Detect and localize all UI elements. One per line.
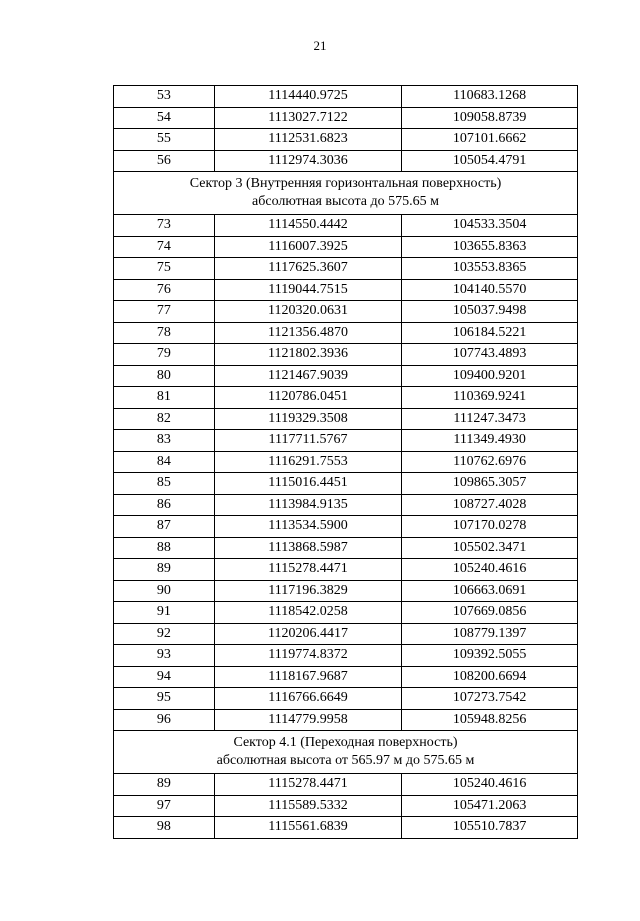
y-coordinate-cell: 106663.0691 bbox=[402, 580, 578, 602]
point-number-cell: 80 bbox=[114, 365, 215, 387]
y-coordinate-cell: 110683.1268 bbox=[402, 86, 578, 108]
page-number: 21 bbox=[313, 38, 327, 53]
y-coordinate-cell: 105054.4791 bbox=[402, 150, 578, 172]
point-number-cell: 77 bbox=[114, 301, 215, 323]
point-number-cell: 88 bbox=[114, 537, 215, 559]
x-coordinate-cell: 1112531.6823 bbox=[214, 129, 402, 151]
y-coordinate-cell: 109400.9201 bbox=[402, 365, 578, 387]
point-number-cell: 98 bbox=[114, 817, 215, 839]
y-coordinate-cell: 106184.5221 bbox=[402, 322, 578, 344]
y-coordinate-cell: 109058.8739 bbox=[402, 107, 578, 129]
table-row bbox=[114, 301, 578, 323]
x-coordinate-cell: 1117625.3607 bbox=[214, 258, 402, 280]
point-number-cell: 78 bbox=[114, 322, 215, 344]
table-row bbox=[114, 774, 578, 796]
table-row bbox=[114, 559, 578, 581]
y-coordinate-cell: 103553.8365 bbox=[402, 258, 578, 280]
x-coordinate-cell: 1115561.6839 bbox=[214, 817, 402, 839]
point-number-cell: 75 bbox=[114, 258, 215, 280]
table-row bbox=[114, 817, 578, 839]
y-coordinate-cell: 107273.7542 bbox=[402, 688, 578, 710]
point-number-cell: 97 bbox=[114, 795, 215, 817]
x-coordinate-cell: 1115016.4451 bbox=[214, 473, 402, 495]
x-coordinate-cell: 1119329.3508 bbox=[214, 408, 402, 430]
point-number-cell: 90 bbox=[114, 580, 215, 602]
x-coordinate-cell: 1112974.3036 bbox=[214, 150, 402, 172]
table-row bbox=[114, 451, 578, 473]
x-coordinate-cell: 1118542.0258 bbox=[214, 602, 402, 624]
table-row bbox=[114, 580, 578, 602]
point-number-cell: 55 bbox=[114, 129, 215, 151]
table-row bbox=[114, 623, 578, 645]
point-number-cell: 89 bbox=[114, 559, 215, 581]
x-coordinate-cell: 1121467.9039 bbox=[214, 365, 402, 387]
sector-header-cell bbox=[114, 731, 578, 774]
point-number-cell: 56 bbox=[114, 150, 215, 172]
x-coordinate-cell: 1121356.4870 bbox=[214, 322, 402, 344]
x-coordinate-cell: 1116291.7553 bbox=[214, 451, 402, 473]
x-coordinate-cell: 1115278.4471 bbox=[214, 559, 402, 581]
table-row bbox=[114, 688, 578, 710]
x-coordinate-cell: 1114550.4442 bbox=[214, 215, 402, 237]
y-coordinate-cell: 104140.5570 bbox=[402, 279, 578, 301]
sector-header-row bbox=[114, 172, 578, 215]
point-number-cell: 81 bbox=[114, 387, 215, 409]
table-row bbox=[114, 645, 578, 667]
table-row bbox=[114, 236, 578, 258]
point-number-cell: 89 bbox=[114, 774, 215, 796]
table-row bbox=[114, 387, 578, 409]
y-coordinate-cell: 109392.5055 bbox=[402, 645, 578, 667]
sector-altitude: абсолютная высота до 575.65 м bbox=[252, 194, 439, 209]
point-number-cell: 95 bbox=[114, 688, 215, 710]
table-row bbox=[114, 795, 578, 817]
x-coordinate-cell: 1116766.6649 bbox=[214, 688, 402, 710]
table-row bbox=[114, 666, 578, 688]
point-number-cell: 73 bbox=[114, 215, 215, 237]
point-number-cell: 93 bbox=[114, 645, 215, 667]
coordinates-table-body bbox=[114, 86, 578, 839]
y-coordinate-cell: 105471.2063 bbox=[402, 795, 578, 817]
coordinates-table bbox=[113, 85, 578, 839]
point-number-cell: 79 bbox=[114, 344, 215, 366]
y-coordinate-cell: 105240.4616 bbox=[402, 559, 578, 581]
sector-altitude: абсолютная высота от 565.97 м до 575.65 м bbox=[216, 753, 475, 768]
table-row bbox=[114, 365, 578, 387]
point-number-cell: 94 bbox=[114, 666, 215, 688]
y-coordinate-cell: 105037.9498 bbox=[402, 301, 578, 323]
x-coordinate-cell: 1115589.5332 bbox=[214, 795, 402, 817]
point-number-cell: 91 bbox=[114, 602, 215, 624]
point-number-cell: 54 bbox=[114, 107, 215, 129]
x-coordinate-cell: 1113534.5900 bbox=[214, 516, 402, 538]
table-row bbox=[114, 322, 578, 344]
y-coordinate-cell: 105948.8256 bbox=[402, 709, 578, 731]
table-row bbox=[114, 516, 578, 538]
table-row bbox=[114, 602, 578, 624]
table-row bbox=[114, 129, 578, 151]
table-row bbox=[114, 494, 578, 516]
y-coordinate-cell: 107101.6662 bbox=[402, 129, 578, 151]
table-row bbox=[114, 473, 578, 495]
y-coordinate-cell: 105510.7837 bbox=[402, 817, 578, 839]
point-number-cell: 86 bbox=[114, 494, 215, 516]
point-number-cell: 76 bbox=[114, 279, 215, 301]
table-row bbox=[114, 408, 578, 430]
y-coordinate-cell: 110369.9241 bbox=[402, 387, 578, 409]
x-coordinate-cell: 1121802.3936 bbox=[214, 344, 402, 366]
x-coordinate-cell: 1114779.9958 bbox=[214, 709, 402, 731]
x-coordinate-cell: 1119774.8372 bbox=[214, 645, 402, 667]
table-row bbox=[114, 344, 578, 366]
table-row bbox=[114, 150, 578, 172]
y-coordinate-cell: 104533.3504 bbox=[402, 215, 578, 237]
x-coordinate-cell: 1113984.9135 bbox=[214, 494, 402, 516]
x-coordinate-cell: 1117196.3829 bbox=[214, 580, 402, 602]
y-coordinate-cell: 108779.1397 bbox=[402, 623, 578, 645]
point-number-cell: 84 bbox=[114, 451, 215, 473]
y-coordinate-cell: 108727.4028 bbox=[402, 494, 578, 516]
y-coordinate-cell: 110762.6976 bbox=[402, 451, 578, 473]
y-coordinate-cell: 107743.4893 bbox=[402, 344, 578, 366]
y-coordinate-cell: 103655.8363 bbox=[402, 236, 578, 258]
y-coordinate-cell: 105240.4616 bbox=[402, 774, 578, 796]
x-coordinate-cell: 1113868.5987 bbox=[214, 537, 402, 559]
x-coordinate-cell: 1120320.0631 bbox=[214, 301, 402, 323]
x-coordinate-cell: 1118167.9687 bbox=[214, 666, 402, 688]
point-number-cell: 53 bbox=[114, 86, 215, 108]
point-number-cell: 83 bbox=[114, 430, 215, 452]
sector-header-row bbox=[114, 731, 578, 774]
x-coordinate-cell: 1120206.4417 bbox=[214, 623, 402, 645]
table-row bbox=[114, 279, 578, 301]
table-row bbox=[114, 430, 578, 452]
table-row bbox=[114, 537, 578, 559]
table-row bbox=[114, 107, 578, 129]
point-number-cell: 96 bbox=[114, 709, 215, 731]
point-number-cell: 85 bbox=[114, 473, 215, 495]
sector-title: Сектор 4.1 (Переходная поверхность) bbox=[233, 735, 458, 750]
point-number-cell: 82 bbox=[114, 408, 215, 430]
x-coordinate-cell: 1117711.5767 bbox=[214, 430, 402, 452]
x-coordinate-cell: 1115278.4471 bbox=[214, 774, 402, 796]
table-row bbox=[114, 709, 578, 731]
sector-header-cell bbox=[114, 172, 578, 215]
point-number-cell: 74 bbox=[114, 236, 215, 258]
table-row bbox=[114, 215, 578, 237]
table-row bbox=[114, 258, 578, 280]
sector-title: Сектор 3 (Внутренняя горизонтальная поверхность) bbox=[189, 176, 502, 191]
y-coordinate-cell: 105502.3471 bbox=[402, 537, 578, 559]
x-coordinate-cell: 1120786.0451 bbox=[214, 387, 402, 409]
y-coordinate-cell: 111349.4930 bbox=[402, 430, 578, 452]
y-coordinate-cell: 108200.6694 bbox=[402, 666, 578, 688]
table-row bbox=[114, 86, 578, 108]
y-coordinate-cell: 107669.0856 bbox=[402, 602, 578, 624]
y-coordinate-cell: 107170.0278 bbox=[402, 516, 578, 538]
x-coordinate-cell: 1113027.7122 bbox=[214, 107, 402, 129]
y-coordinate-cell: 111247.3473 bbox=[402, 408, 578, 430]
point-number-cell: 92 bbox=[114, 623, 215, 645]
x-coordinate-cell: 1114440.9725 bbox=[214, 86, 402, 108]
x-coordinate-cell: 1116007.3925 bbox=[214, 236, 402, 258]
y-coordinate-cell: 109865.3057 bbox=[402, 473, 578, 495]
x-coordinate-cell: 1119044.7515 bbox=[214, 279, 402, 301]
point-number-cell: 87 bbox=[114, 516, 215, 538]
